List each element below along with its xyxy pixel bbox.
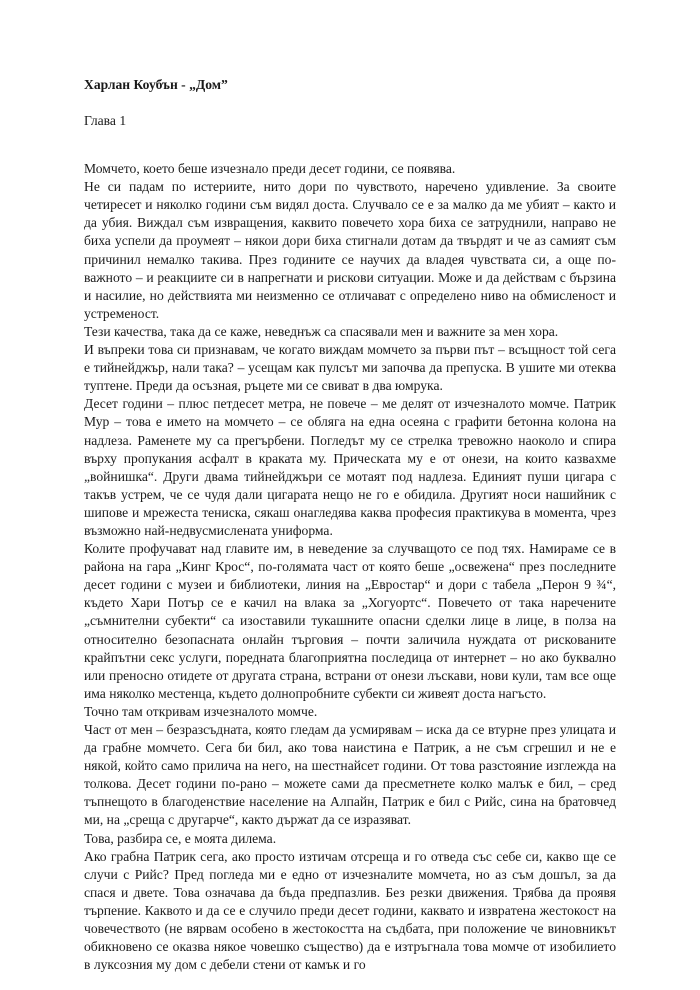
chapter-heading: Глава 1 (84, 113, 127, 128)
paragraph: Ако грабна Патрик сега, ако просто изтичам отсреща и го отведа със себе си, какво ще се случи с Рийс? Пред погледа ми е едно от изчезналите момчета, но аз съм дошъл, за да спася и двете. Това означава да бъда предпазлив. Без резки движения. Трябва да проявя търпение. Каквото и да се е случило преди десет години, каквато и изврaтена жестокост на човечеството (не вярвам особено в жестокостта на съдбата, при положение че виновникът обикновено се оказва някое човешко същество) да е изтръгнала това момче от изобилието в луксозния му дом с дебели стени от камък и го (84, 848, 616, 973)
paragraph: Колите профучават над главите им, в неведение за случващото се под тях. Намираме се в района на гара „Кинг Крос“, по-голямата част от която беше „освежена“ през последните десет години с музеи и библиотеки, линия на „Евростар“ и дори с табела „Перон 9 ¾“, където Хари Потър се е качил на влака за „Хогуортс“. Повечето от така наречените „съмнителни субекти“ са изоставили тукашните опасни сделки лице в лице, в полза на относително безопасната онлайн търговия – почти заличила нуждата от рискованите крайпътни секс услуги, поредната благоприятна последица от интернет – но ако буквално или преносно отидете от другата страна, встрани от онези лъскави, нови кули, там все още има няколко местенца, където долнопробните субекти си живеят доста нагъсто. (84, 541, 616, 701)
paragraph: Десет години – плюс петдесет метра, не повече – ме делят от изчезналото момче. Патрик Мур – това е името на момчето – се обляга на една осеяна с графити бетонна колона на надлеза. Раменете му са прегърбени. Погледът му се стрелка тревожно наоколо и спира върху пропукания асфалт в краката му. Прическата му е от онези, на които казвахме „войнишка“. Други двама тийнейджъри се мотаят под надлеза. Единият пуши цигара с такъв устрем, че се чудя дали цигарата нещо не го е обидила. Другият носи нашийник с шипове и мрежеста тениска, сякаш онагледява каква професия практикува в момента, чрез възможно най-недвусмислената униформа. (84, 396, 616, 538)
paragraph: Момчето, което беше изчезнало преди десет години, се появява. (84, 161, 456, 177)
document-page (84, 76, 616, 974)
document-title: Харлан Коубън - „Дом” (84, 77, 228, 92)
paragraph: Точно там откривам изчезналото момче. (84, 703, 318, 719)
paragraph: Част от мен – безразсъдната, която гледам да усмирявам – иска да се втурне през улицата и да грабне момчето. Сега би бил, ако това наистина е Патрик, а не съм сгрешил и не е някой, който само прилича на него, на шестнайсет години. От това разстояние изглежда на толкова. Десет години по-рано – можете сами да пресметнете колко малък е бил, – сред тъпнещото в благоденствие население на Алпайн, Патрик е бил с Рийс, сина на братовчед ми, на „среща с другарче“, както държат да се изразяват. (84, 722, 616, 828)
paragraph: Не си падам по истериите, нито дори по чувството, наречено удивление. За своите четиресет и няколко години съм видял доста. Случвало се е за малко да ме убият – както и да убия. Виждал съм извращения, каквито повечето хора биха се затруднили, направо не биха успели да проумеят – някои дори биха стигнали дотам да твърдят и че аз самият съм причинил немалко такива. През годините се научих да владея чувствата си, а още по-важното – и реакциите си в напрегнати и рискови ситуации. Може и да действам с бързина и насилие, но действията ми неизменно се отличават с определено ниво на обмисленост и устременост. (84, 179, 616, 321)
paragraph: И въпреки това си признавам, че когато виждам момчето за първи път – всъщност той сега е тийнейджър, нали така? – усещам как пулсът ми започва да препуска. В ушите ми отеква туптене. Преди да осъзная, ръцете ми се свиват в два юмрука. (84, 342, 616, 394)
paragraph: Тези качества, така да се каже, неведнъж са спасявали мен и важните за мен хора. (84, 323, 559, 339)
paragraph: Това, разбира се, е моята дилема. (84, 830, 277, 846)
